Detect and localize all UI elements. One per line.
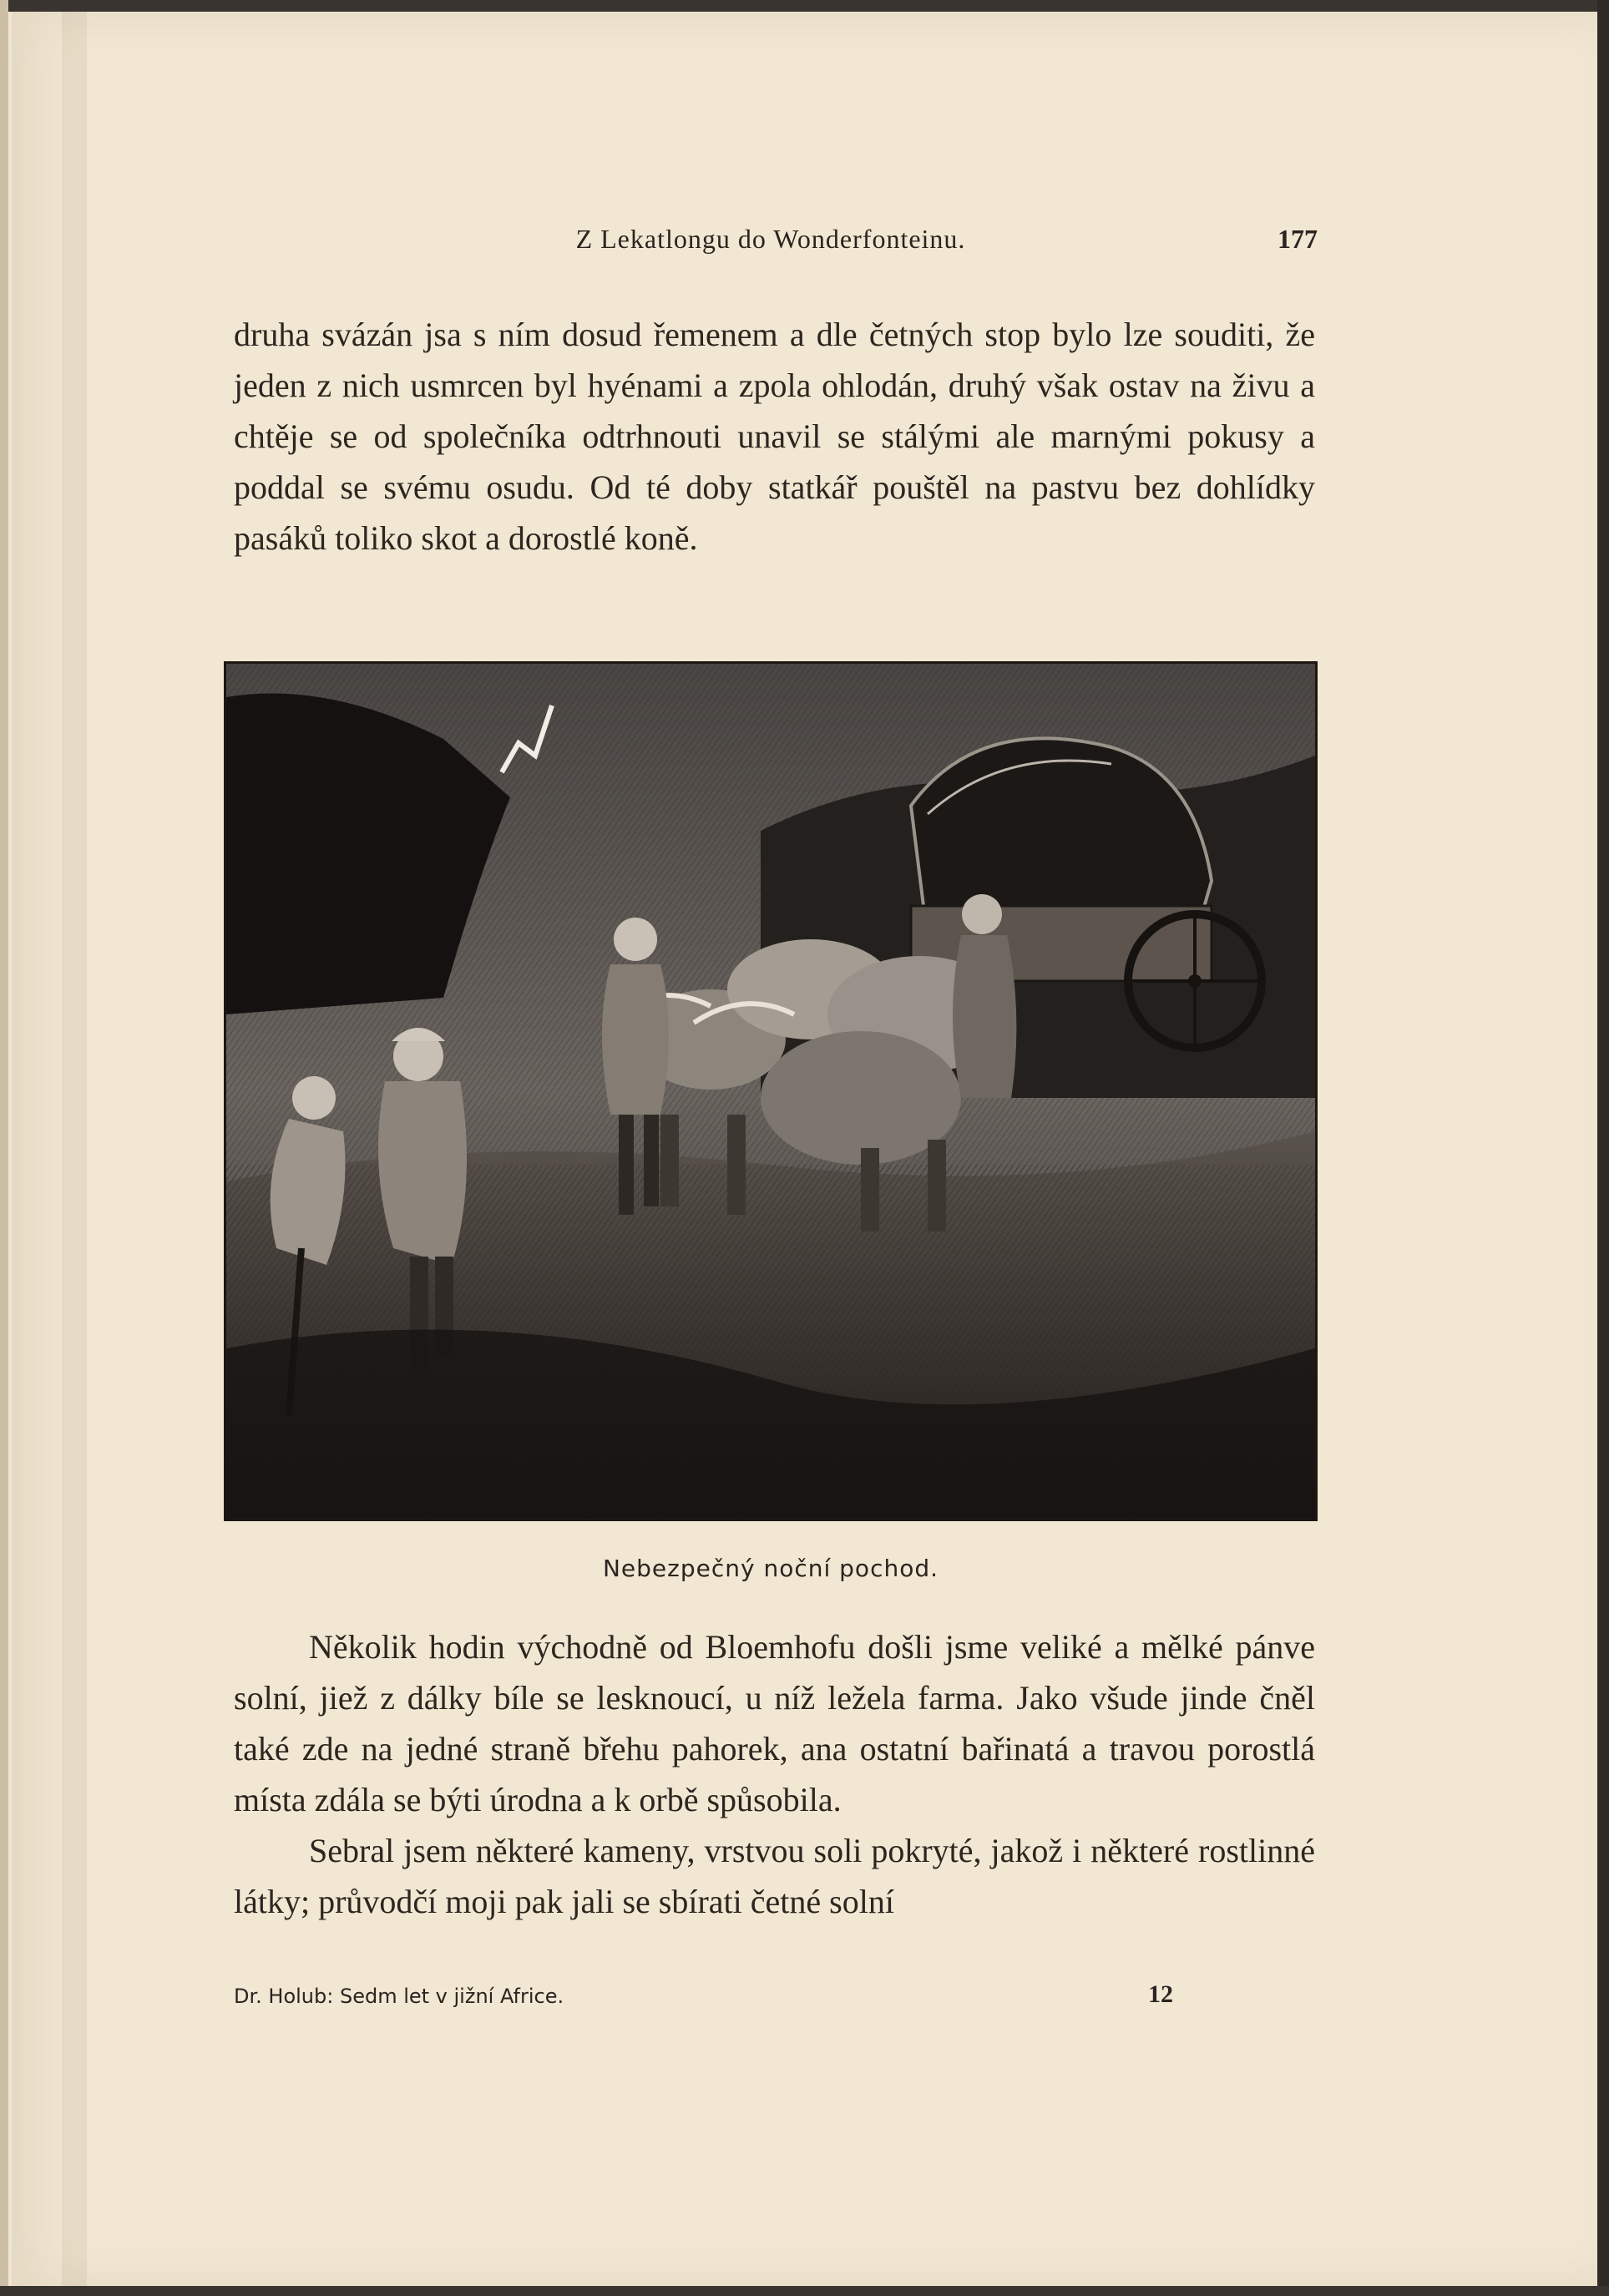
page-number: 177 xyxy=(1278,224,1318,254)
text-block-bottom xyxy=(234,1621,1315,1927)
running-head xyxy=(224,224,1318,260)
paragraph-salt-pan: Několik hodin východně od Bloemhofu došli jsme veliké a mělké pánve solní, jiež z dálky bíle se lesknoucí, u níž ležela farma. Jako všude jinde čněl také zde na jedné straně břehu pahorek, ana ostatní bařinatá a travou porostlá místa zdála se býti úrodna a k orbě spůsobila. xyxy=(234,1628,1315,1818)
binding-shadow xyxy=(62,12,87,2286)
illustration-night-march xyxy=(224,661,1318,1521)
footer-signature: Dr. Holub: Sedm let v jižní Africe. xyxy=(234,1985,564,2008)
running-head-title: Z Lekatlongu do Wonderfonteinu. xyxy=(575,224,966,254)
paragraph-continued: druha svázán jsa s ním dosud řemenem a dle četných stop bylo lze souditi, že jeden z nich usmrcen byl hyénami a zpola ohlodán, druhý však ostav na živu a chtěje se od společníka odtrhnouti unavil se stálými ale marnými pokusy a poddal se svému osudu. Od té doby statkář pouštěl na pastvu bez dohlídky pasáků toliko skot a dorostlé koně. xyxy=(234,316,1315,557)
figure-caption: Nebezpečný noční pochod. xyxy=(602,1555,939,1582)
paragraph-stones: Sebral jsem některé kameny, vrstvou soli pokryté, jakož i některé rostlinné látky; průvodčí moji pak jali se sbírati četné solní xyxy=(234,1832,1315,1920)
text-block-top xyxy=(234,309,1315,564)
footer-sheet-number: 12 xyxy=(1148,1980,1173,2008)
engraving-picture xyxy=(226,664,1315,1519)
scan-border-right xyxy=(1597,0,1609,2296)
scan-border-bottom xyxy=(0,2286,1609,2296)
scan-border-left xyxy=(0,0,8,2296)
scan-border-top xyxy=(0,0,1609,12)
